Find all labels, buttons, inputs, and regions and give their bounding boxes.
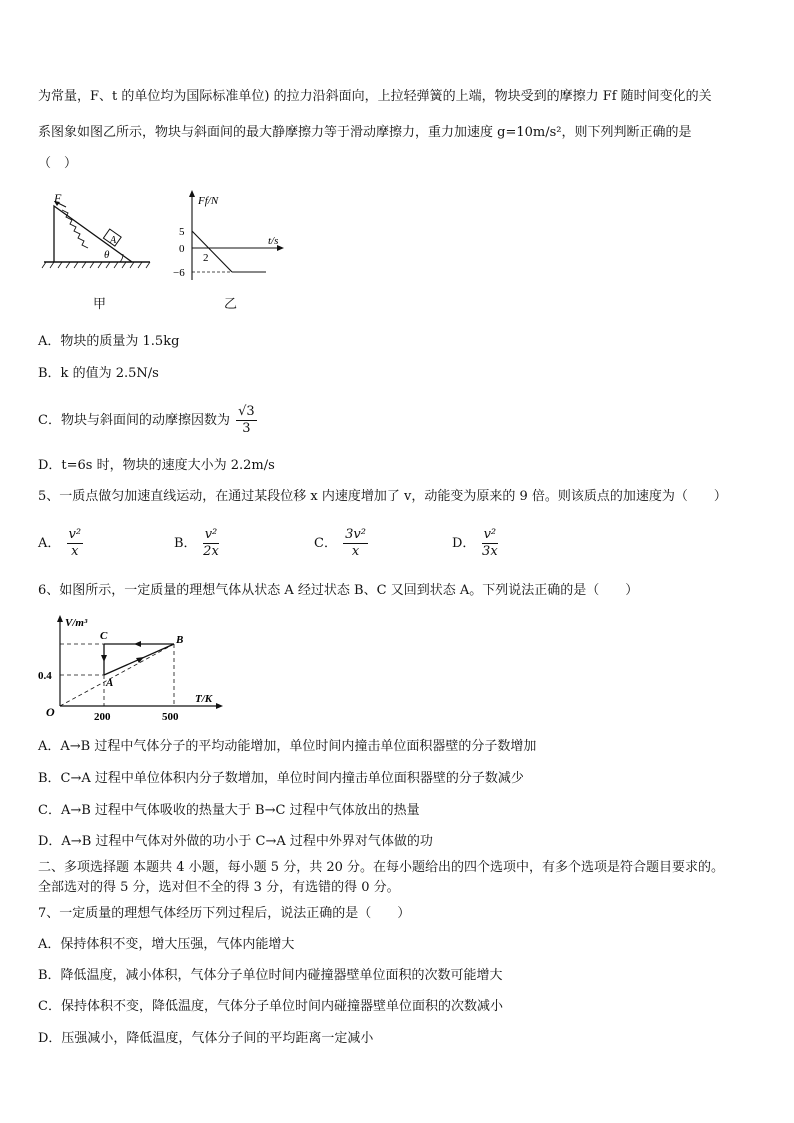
q5-option-a <box>38 527 83 560</box>
point-c-label: C <box>100 630 108 642</box>
fraction-numerator: v² <box>68 527 82 542</box>
origin-label: O <box>46 705 55 719</box>
fraction <box>482 527 499 560</box>
fraction-denominator: 3x <box>482 544 498 559</box>
tick-2: 2 <box>203 252 209 264</box>
q6-option-b: B．C→A 过程中单位体积内分子数增加，单位时间内撞击单位面积器壁的分子数减少 <box>38 771 524 786</box>
option-label: B． <box>174 536 197 551</box>
fraction <box>67 527 84 560</box>
label-F: F <box>54 191 62 205</box>
incline-figure <box>40 190 160 270</box>
fraction-denominator: x <box>351 544 360 559</box>
fraction-numerator: 3v² <box>345 527 366 542</box>
point-a-label: A <box>106 677 114 689</box>
q4-option-a: A．物块的质量为 1.5kg <box>38 334 180 349</box>
tick-200: 200 <box>94 711 111 723</box>
q4-stem-line3: （ ） <box>38 156 78 171</box>
q5-option-c <box>314 527 368 560</box>
fraction <box>343 527 368 560</box>
x-axis-label: T/K <box>195 693 213 705</box>
tick-0-4: 0.4 <box>38 670 52 682</box>
q7-option-d: D．压强减小，降低温度，气体分子间的平均距离一定减小 <box>38 1031 374 1046</box>
x-axis-label: t/s <box>268 235 279 247</box>
friction-time-graph <box>170 188 290 288</box>
y-axis-label: V/m³ <box>65 617 88 629</box>
option-label: C． <box>314 536 337 551</box>
option-label: A． <box>38 536 61 551</box>
fraction-denominator: 3 <box>242 421 251 436</box>
fraction-numerator: v² <box>483 527 497 542</box>
section-2-scoring: 全部选对的得 5 分，选对但不全的得 3 分，有选错的得 0 分。 <box>38 880 400 895</box>
v-t-graph <box>38 612 238 724</box>
q7-option-b: B．降低温度，减小体积，气体分子单位时间内碰撞器壁单位面积的次数可能增大 <box>38 968 503 983</box>
q6-option-c: C．A→B 过程中气体吸收的热量大于 B→C 过程中气体放出的热量 <box>38 803 420 818</box>
figure-caption-yi: 乙 <box>224 297 238 312</box>
q4-option-b: B．k 的值为 2.5N/s <box>38 366 159 381</box>
q4-option-d: D．t=6s 时，物块的速度大小为 2.2m/s <box>38 458 275 473</box>
q5-option-d <box>452 527 498 560</box>
q4-stem-line1: 为常量，F、t 的单位均为国际标准单位) 的拉力沿斜面向，上拉轻弹簧的上端，物块受到的摩擦力 Ff 随时间变化的关 <box>38 89 712 104</box>
tick-0: 0 <box>179 243 185 255</box>
figure-caption-jia: 甲 <box>93 297 107 312</box>
q7-option-c: C．保持体积不变，降低温度，气体分子单位时间内碰撞器壁单位面积的次数减小 <box>38 999 503 1014</box>
q5-option-b <box>174 527 219 560</box>
option-label: D． <box>452 536 476 551</box>
label-theta: θ <box>104 249 110 261</box>
q4-stem-line2: 系图象如图乙所示，物块与斜面间的最大静摩擦力等于滑动摩擦力，重力加速度 g=10m/s²，则下列判断正确的是 <box>38 125 692 140</box>
tick-5: 5 <box>179 226 185 238</box>
q7-option-a: A．保持体积不变，增大压强，气体内能增大 <box>38 937 295 952</box>
tick-500: 500 <box>162 711 179 723</box>
fraction-denominator: 2x <box>203 544 219 559</box>
q7-stem: 7、一定质量的理想气体经历下列过程后，说法正确的是（ ） <box>38 906 411 921</box>
tick-neg6: −6 <box>173 267 185 279</box>
fraction-denominator: x <box>71 544 79 559</box>
q6-option-d: D．A→B 过程中气体对外做的功小于 C→A 过程中外界对气体做的功 <box>38 834 433 849</box>
label-A: A <box>110 235 117 246</box>
fraction <box>236 404 257 437</box>
point-b-label: B <box>176 634 184 646</box>
y-axis-label: Ff/N <box>198 195 219 207</box>
q4-option-c <box>38 404 257 437</box>
q6-stem: 6、如图所示，一定质量的理想气体从状态 A 经过状态 B、C 又回到状态 A。下列说法正确的是（ ） <box>38 583 639 598</box>
q5-stem: 5、一质点做匀加速直线运动，在通过某段位移 x 内速度增加了 v，动能变为原来的 9 倍。则该质点的加速度为（ ） <box>38 489 727 504</box>
q4-option-c-text: C．物块与斜面间的动摩擦因数为 <box>38 413 230 428</box>
fraction-numerator: v² <box>204 527 218 542</box>
fraction-numerator: √3 <box>238 404 255 419</box>
fraction <box>203 527 220 560</box>
section-2-heading: 二、多项选择题 本题共 4 小题，每小题 5 分，共 20 分。在每小题给出的四个选项中，有多个选项是符合题目要求的。 <box>38 860 725 875</box>
q6-option-a: A．A→B 过程中气体分子的平均动能增加，单位时间内撞击单位面积器壁的分子数增加 <box>38 739 537 754</box>
